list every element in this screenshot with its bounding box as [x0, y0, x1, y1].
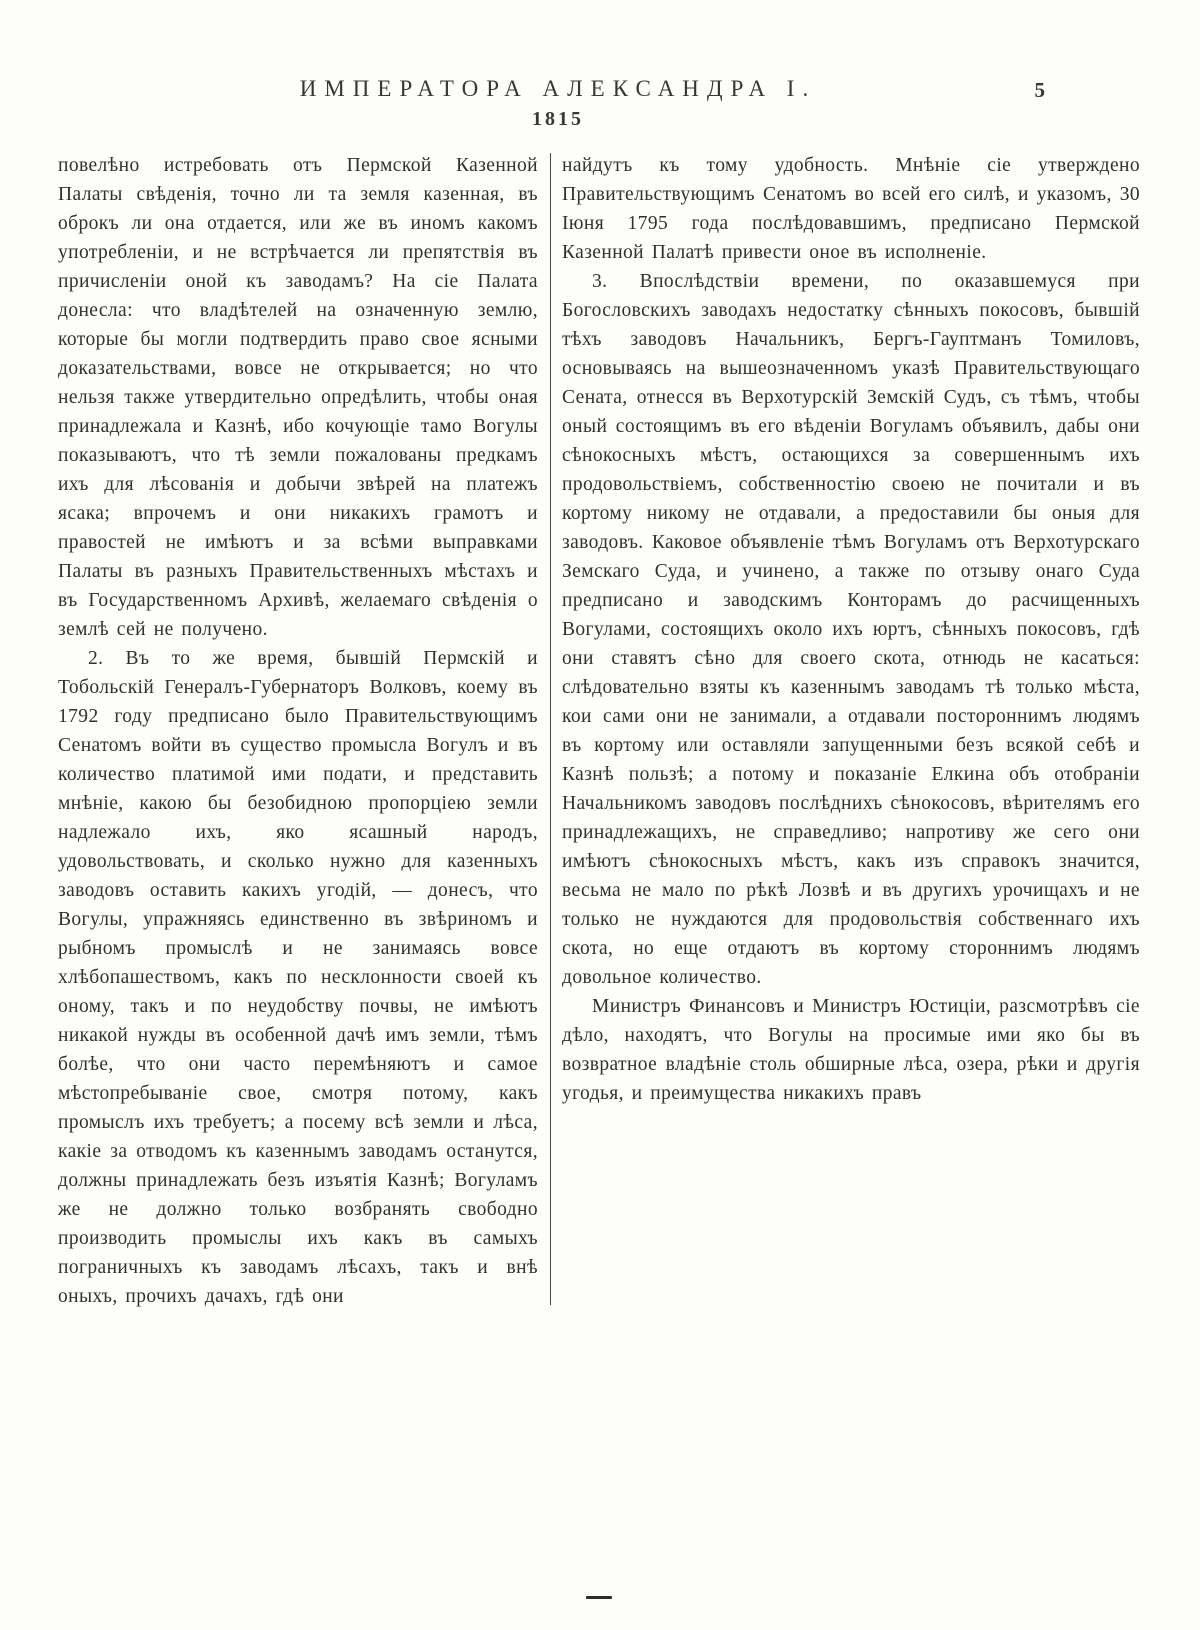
- paragraph: повелѣно истребовать отъ Пермской Казенной Палаты свѣденія, точно ли та земля казенная, въ оброкъ ли она отдается, или же въ иномъ какомъ употребленіи, и не встрѣчается ли препятствія въ причисленіи оной къ заводамъ? На сіе Палата донесла: что владѣтелей на означенную землю, которые бы могли подтвердить право свое ясными доказательствами, вовсе не открывается; но что нельзя также утвердительно опредѣлить, чтобы оная принадлежала и Казнѣ, ибо кочующіе тамо Вогулы показываютъ, что тѣ земли пожалованы предкамъ ихъ для лѣсованія и добычи звѣрей на платежъ ясака; впрочемъ и они никакихъ грамотъ и правостей не имѣютъ и за всѣми выправками Палаты въ разныхъ Правительственныхъ мѣстахъ и въ Государственномъ Архивѣ, желаемаго свѣденія о землѣ сей не получено.: [58, 155, 538, 640]
- page-title: ИМПЕРАТОРА АЛЕКСАНДРА I.: [299, 76, 817, 101]
- page-header: [0, 0, 1200, 102]
- year-heading: 1815: [532, 108, 584, 130]
- paragraph: найдутъ къ тому удобность. Мнѣніе сіе утверждено Правительствующимъ Сенатомъ во всей его силѣ, и указомъ, 30 Іюня 1795 года послѣдовавшимъ, предписано Пермской Казенной Палатѣ привести оное въ исполненіе.: [562, 155, 1140, 263]
- column-right: [562, 151, 1140, 1311]
- paragraph: 3. Впослѣдствіи времени, по оказавшемуся при Богословскихъ заводахъ недостатку сѣнныхъ покосовъ, бывшій тѣхъ заводовъ Начальникъ, Бергъ-Гауптманъ Томиловъ, основываясь на вышеозначенномъ указѣ Правительствующаго Сената, отнесся въ Верхотурскій Земскій Судъ, съ тѣмъ, чтобы оный состоящимъ въ его вѣденіи Вогуламъ объявилъ, дабы они сѣнокосныхъ мѣстъ, остающихся за совершеннымъ ихъ продовольствіемъ, собственностію своею не почитали и въ кортому никому не отдавали, а предоставили бы оныя для заводовъ. Каковое объявленіе тѣмъ Вогуламъ отъ Верхотурскаго Земскаго Суда, и учинено, а также по отзыву онаго Суда предписано и заводскимъ Конторамъ до расчищенныхъ Вогулами, состоящихъ около ихъ юртъ, сѣнныхъ покосовъ, гдѣ они ставятъ сѣно для своего скота, отнюдь не касаться: слѣдовательно взяты къ казеннымъ заводамъ тѣ только мѣста, кои сами они не занимали, а отдавали постороннимъ людямъ въ кортому или оставляли запущенными безъ всякой себѣ и Казнѣ пользѣ; а потому и показаніе Елкина объ отобраніи Начальникомъ заводовъ послѣднихъ сѣнокосовъ, вѣрителямъ его принадлежащихъ, не справедливо; напротиву же сего они имѣютъ сѣнокосныхъ мѣстъ, какъ изъ справокъ значится, весьма не мало по рѣкѣ Лозвѣ и въ другихъ урочищахъ и не только не нуждаются для продовольствія собственнаго ихъ скота, но еще отдаютъ въ кортому стороннимъ людямъ довольное количество.: [562, 271, 1140, 988]
- column-divider: [550, 153, 551, 1305]
- page-number: 5: [1034, 78, 1045, 102]
- column-left: [58, 151, 538, 1311]
- paragraph: Министръ Финансовъ и Министръ Юстиціи, разсмотрѣвъ сіе дѣло, находятъ, что Вогулы на просимые ими яко бы въ возвратное владѣніе столь обширные лѣса, озера, рѣки и другія угодья, и преимущества никакихъ правъ: [562, 996, 1140, 1104]
- text-columns: [58, 151, 1140, 1311]
- paragraph: 2. Въ то же время, бывшій Пермскій и Тобольскій Генералъ-Губернаторъ Волковъ, коему въ 1792 году предписано было Правительствующимъ Сенатомъ войти въ существо промысла Вогулъ и въ количество платимой ими подати, и представить мнѣніе, какою бы безобидною пропорціею земли надлежало ихъ, яко ясашный народъ, удовольствовать, и сколько нужно для казенныхъ заводовъ оставить какихъ угодій, — донесъ, что Вогулы, упражняясь единственно въ звѣриномъ и рыбномъ промыслѣ и не занимаясь вовсе хлѣбопашествомъ, какъ по несклонности своей къ оному, такъ и по неудобству почвы, не имѣютъ никакой нужды въ особенной дачѣ имъ земли, тѣмъ болѣе, что они часто перемѣняютъ и самое мѣстопребываніе свое, смотря потому, какъ промыслъ ихъ требуетъ; а посему всѣ земли и лѣса, какіе за отводомъ къ казеннымъ заводамъ останутся, должны принадлежать безъ изъятія Казнѣ; Вогуламъ же не должно только возбранять свободно производить промыслы ихъ какъ въ самыхъ пограничныхъ къ заводамъ лѣсахъ, такъ и внѣ оныхъ, прочихъ дачахъ, гдѣ они: [58, 648, 538, 1307]
- scan-artifact-mark: [586, 1596, 612, 1599]
